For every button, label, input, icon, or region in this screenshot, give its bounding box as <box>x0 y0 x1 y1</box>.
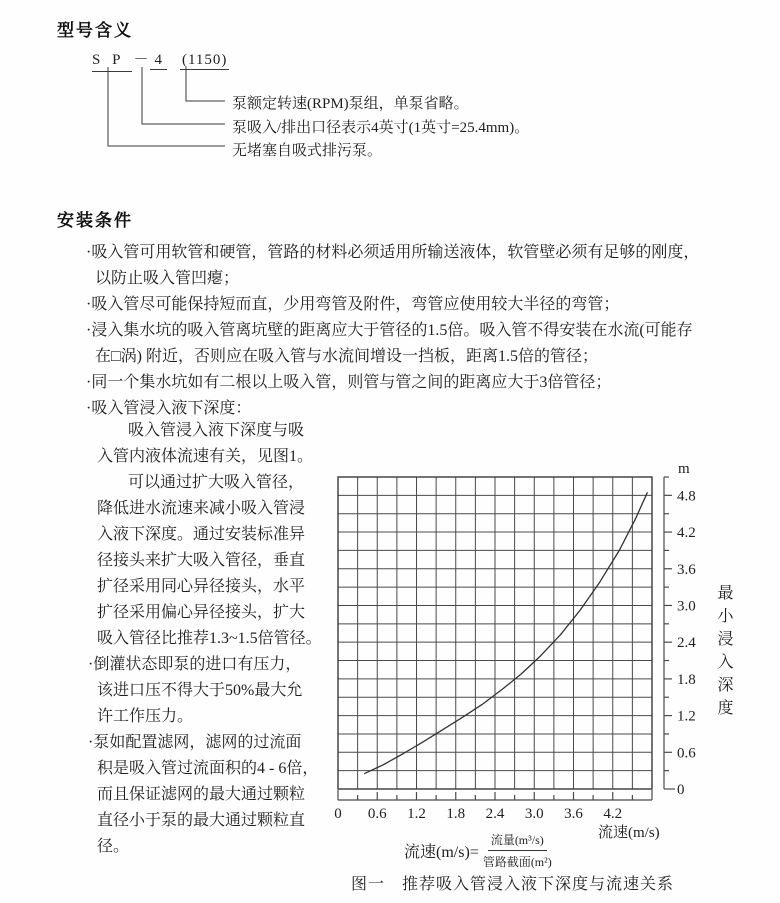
bullet-line: 以防止吸入管凹瘪； <box>95 270 240 287</box>
x-tick-label: 1.2 <box>407 806 426 822</box>
model-connector-lines <box>90 60 235 155</box>
y-tick-label: 2.4 <box>677 635 696 652</box>
bullet-line: ·同一个集水坑如有二根以上吸入管，则管与管之间的距离应大于3倍管径； <box>86 374 612 391</box>
model-note-size: 泵吸入/排出口径表示4英寸(1英寸=25.4mm)。 <box>232 120 530 136</box>
paragraph-line: 许工作压力。 <box>97 708 194 725</box>
paragraph-line: 径。 <box>97 838 130 855</box>
paragraph-line: 径接头来扩大吸入管径，垂直 <box>97 552 306 569</box>
install-left-column <box>88 418 348 860</box>
velocity-formula <box>404 831 552 870</box>
model-code-size: 4 <box>150 52 167 70</box>
model-code-prefix: S P <box>92 52 132 72</box>
formula-denominator: 管路截面(m²) <box>482 855 552 869</box>
x-tick-label: 0.6 <box>367 806 387 822</box>
paragraph-line: 而且保证滤网的最大通过颗粒 <box>97 786 306 803</box>
paragraph-line: 扩径采用偏心异径接头，扩大 <box>97 604 306 621</box>
install-section-title: 安装条件 <box>57 211 133 231</box>
paragraph-line: 该进口压不得大于50%最大允 <box>97 682 303 699</box>
paragraph-line: 直径小于泵的最大通过颗粒直 <box>97 812 306 829</box>
paragraph-line: 扩径采用同心异径接头，水平 <box>97 578 306 595</box>
bullet-line: 在□涡) 附近，否则应在吸入管与水流间增设一挡板，距离1.5倍的管径； <box>95 348 598 365</box>
model-section-title: 型号含义 <box>57 21 133 41</box>
paragraph-line: 吸入管径比推荐1.3~1.5倍管径。 <box>97 630 322 647</box>
install-bullet-list <box>86 240 746 422</box>
formula-lhs: 流速(m/s)= <box>404 844 479 861</box>
chart-y-axis-side-label: 最小浸入深度 <box>715 584 732 722</box>
x-axis-label: 流速(m/s) <box>598 825 660 841</box>
x-tick-label: 4.2 <box>603 806 623 822</box>
x-tick-label: 3.6 <box>564 806 583 822</box>
paragraph-line: ·泵如配置滤网，滤网的过流面 <box>88 734 302 751</box>
depth-velocity-curve <box>364 492 647 773</box>
paragraph-line: 积是吸入管过流面积的4 - 6倍， <box>97 760 319 777</box>
formula-fraction <box>483 831 552 870</box>
paragraph-line: ·倒灌状态即泵的进口有压力， <box>88 656 302 673</box>
paragraph-line: 吸入管浸入液下深度与吸 <box>128 422 305 439</box>
y-axis-unit-label: m <box>678 461 690 477</box>
y-tick-label: 1.2 <box>677 708 696 725</box>
y-tick-label: 4.8 <box>677 488 696 505</box>
model-note-type: 无堵塞自吸式排污泵。 <box>232 143 383 159</box>
paragraph-line: 入管内液体流速有关，见图1。 <box>97 448 314 465</box>
formula-numerator: 流量(m³/s) <box>488 831 547 851</box>
paragraph-line: 可以通过扩大吸入管径， <box>128 474 305 491</box>
x-tick-label: 3.0 <box>524 806 544 822</box>
y-tick-label: 1.8 <box>677 671 696 688</box>
paragraph-line: 入液下深度。通过安装标准异 <box>97 526 306 543</box>
bullet-line: ·吸入管浸入液下深度： <box>86 400 252 417</box>
y-tick-label: 0 <box>677 782 685 798</box>
model-code-speed: (1150) <box>181 52 228 68</box>
model-note-speed: 泵额定转速(RPM)泵组，单泵省略。 <box>232 96 469 112</box>
figure-caption: 图一 推荐吸入管浸入液下深度与流速关系 <box>351 876 675 893</box>
model-code-dash: － <box>133 52 150 68</box>
bullet-line: ·吸入管可用软管和硬管，管路的材料必须适用所输送液体，软管壁必须有足够的刚度， <box>86 244 700 261</box>
paragraph-line: 降低进水流速来减小吸入管浸 <box>97 500 306 517</box>
x-tick-label: 0 <box>334 806 342 822</box>
y-tick-label: 3.0 <box>677 598 696 615</box>
y-tick-label: 3.6 <box>677 561 696 578</box>
y-tick-label: 0.6 <box>677 745 696 762</box>
bullet-line: ·吸入管尽可能保持短而直，少用弯管及附件，弯管应使用较大半径的弯管； <box>86 296 620 313</box>
x-tick-label: 2.4 <box>485 806 505 822</box>
x-tick-label: 1.8 <box>446 806 466 822</box>
bullet-line: ·浸入集水坑的吸入管离坑壁的距离应大于管径的1.5倍。吸入管不得安装在水流(可能存 <box>86 322 693 339</box>
y-tick-label: 4.2 <box>677 525 696 542</box>
